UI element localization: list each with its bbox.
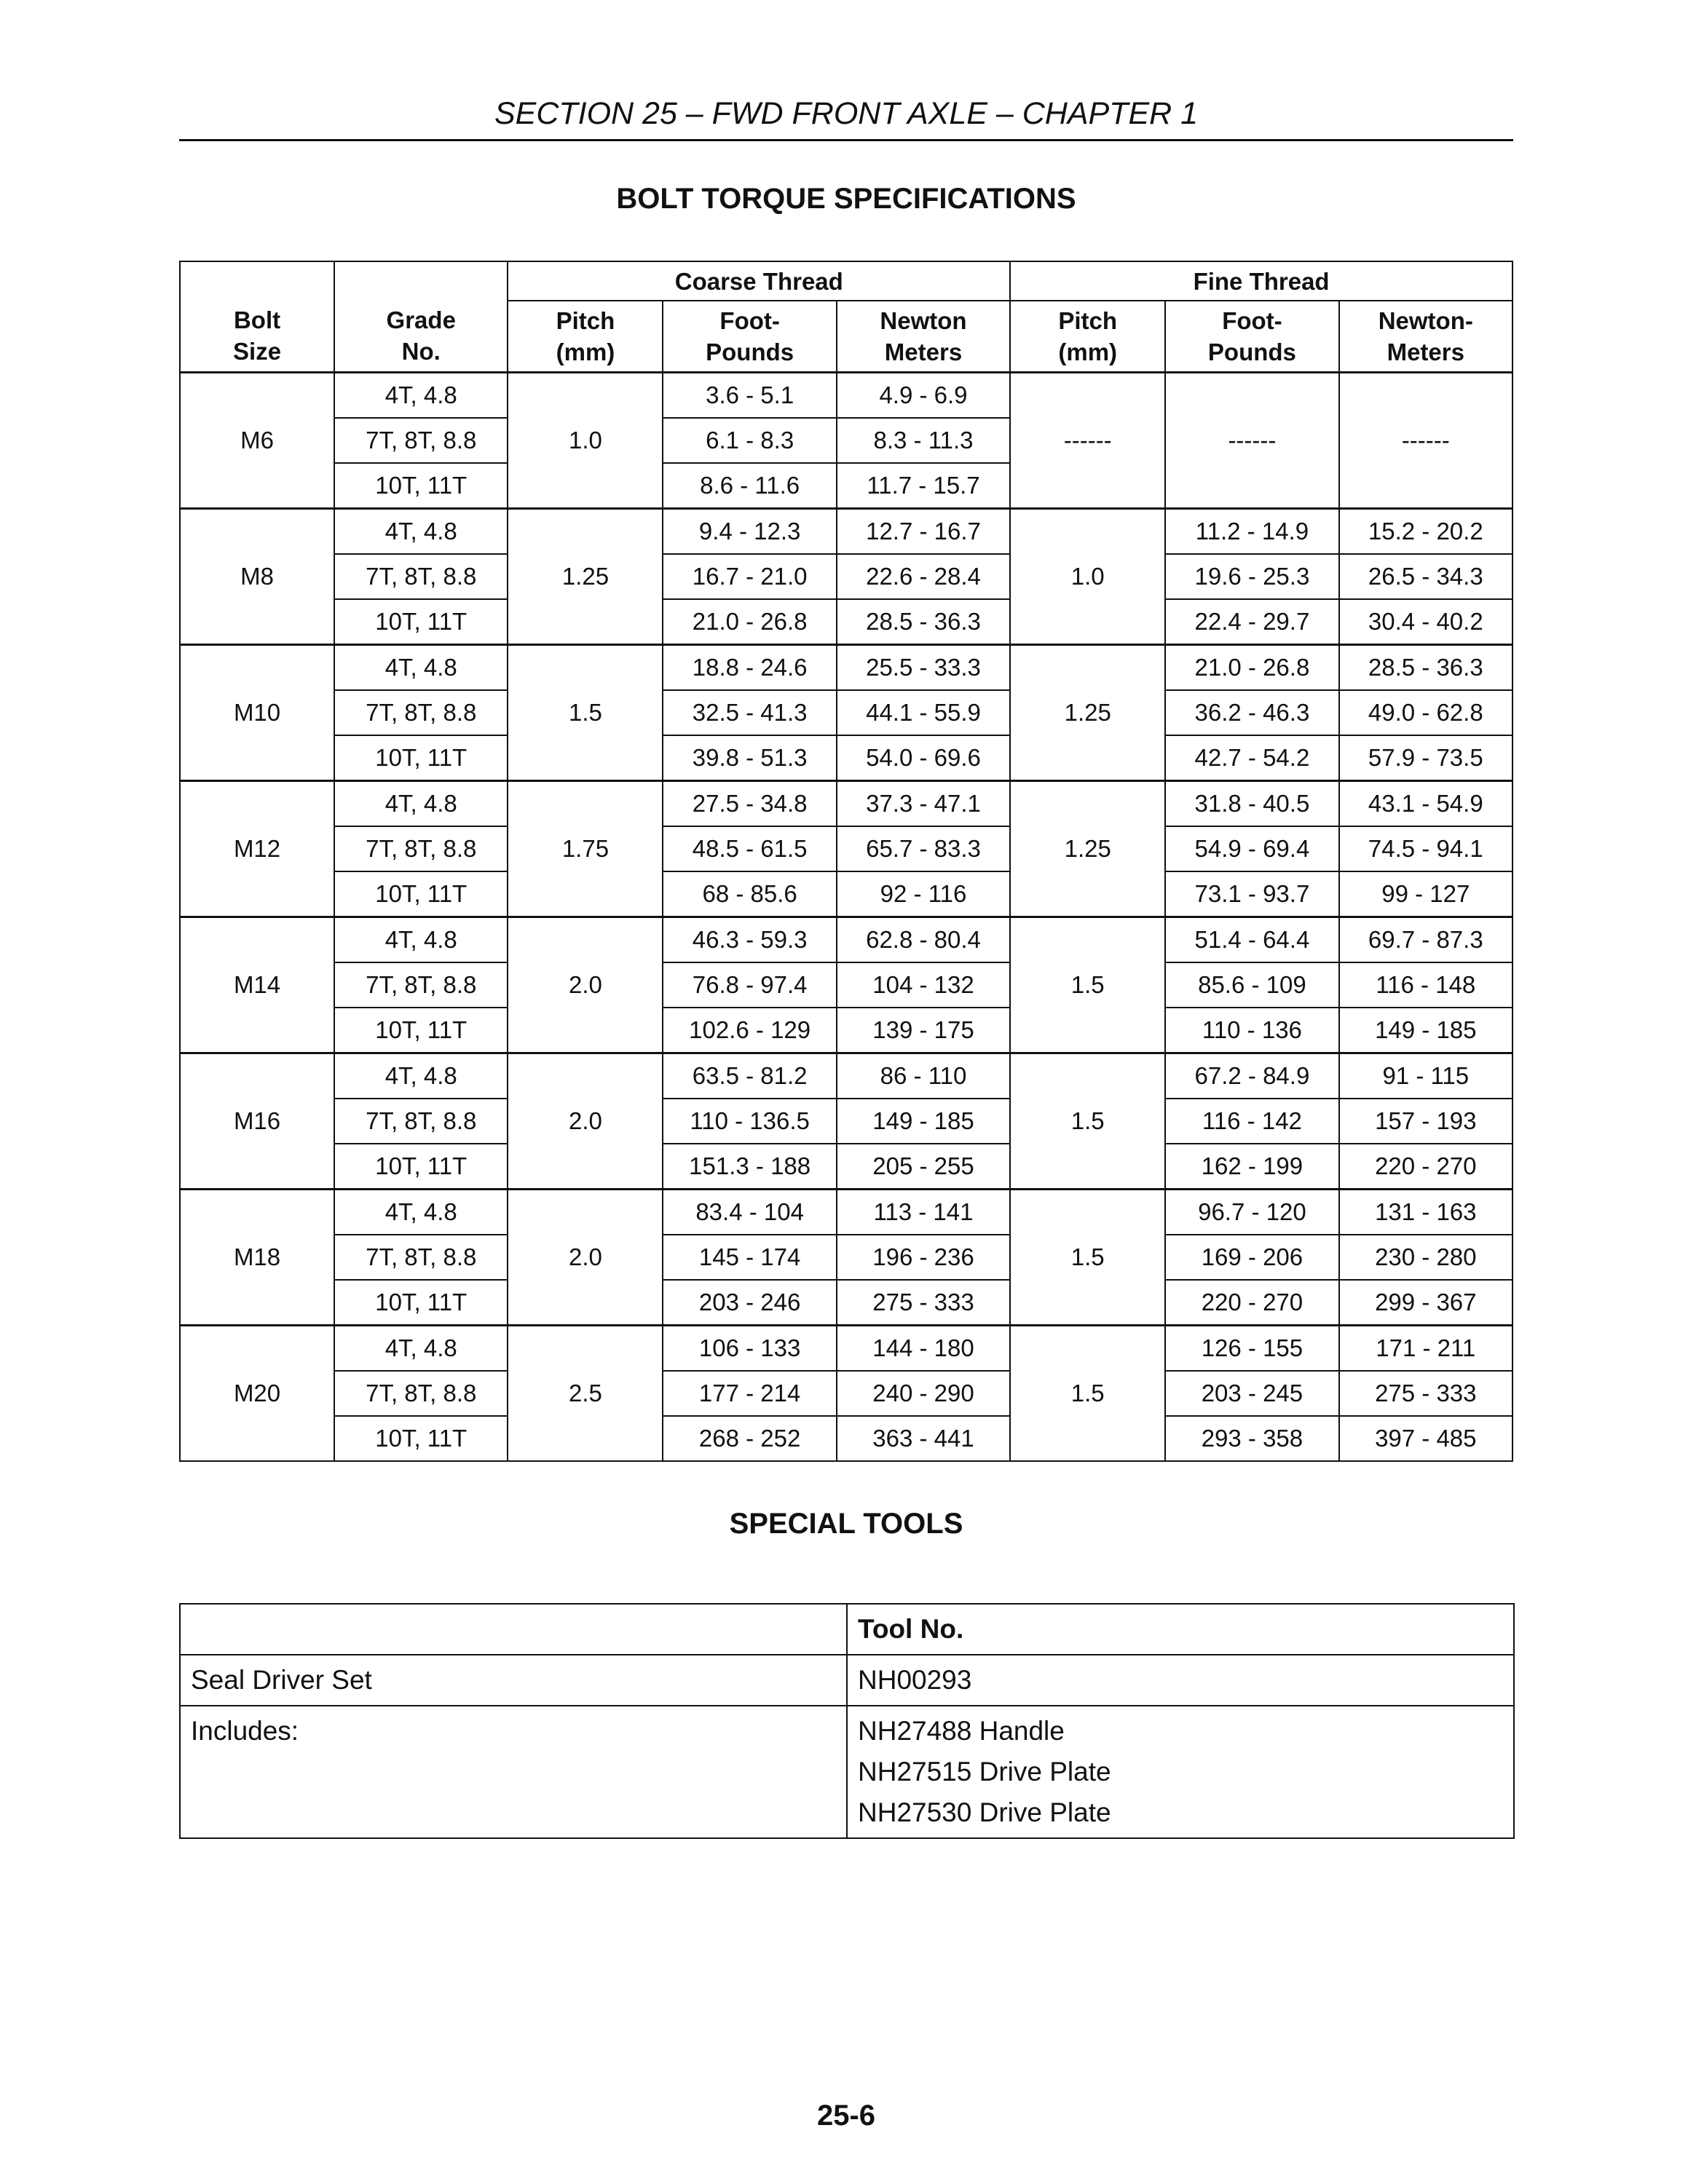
fine-newton-meters-cell: 99 - 127 <box>1339 871 1513 917</box>
torque-row <box>180 1144 1513 1190</box>
torque-row <box>180 509 1513 555</box>
fine-newton-meters-cell: ------ <box>1339 373 1513 509</box>
coarse-foot-pounds-cell: 102.6 - 129 <box>663 1008 836 1053</box>
coarse-newton-meters-cell: 11.7 - 15.7 <box>837 463 1010 509</box>
coarse-pitch-cell: 2.5 <box>508 1326 663 1462</box>
coarse-foot-pounds-cell: 203 - 246 <box>663 1280 836 1326</box>
grade-cell: 10T, 11T <box>334 463 508 509</box>
torque-row <box>180 871 1513 917</box>
bolt-size-cell: M16 <box>180 1053 334 1190</box>
fine-foot-pounds-cell: 19.6 - 25.3 <box>1165 554 1338 599</box>
grade-cell: 7T, 8T, 8.8 <box>334 554 508 599</box>
torque-row <box>180 599 1513 645</box>
fine-foot-pounds-cell: 42.7 - 54.2 <box>1165 735 1338 781</box>
torque-row <box>180 962 1513 1008</box>
bolt-size-cell: M12 <box>180 781 334 917</box>
coarse-foot-pounds-cell: 8.6 - 11.6 <box>663 463 836 509</box>
fine-newton-meters-cell: 15.2 - 20.2 <box>1339 509 1513 555</box>
fine-newton-meters-cell: 149 - 185 <box>1339 1008 1513 1053</box>
torque-row <box>180 554 1513 599</box>
grade-cell: 4T, 4.8 <box>334 781 508 827</box>
coarse-newton-meters-cell: 92 - 116 <box>837 871 1010 917</box>
coarse-foot-pounds-cell: 32.5 - 41.3 <box>663 690 836 735</box>
coarse-foot-pounds-cell: 68 - 85.6 <box>663 871 836 917</box>
coarse-newton-meters-cell: 149 - 185 <box>837 1099 1010 1144</box>
grade-cell: 4T, 4.8 <box>334 917 508 963</box>
grade-cell: 10T, 11T <box>334 735 508 781</box>
fine-pitch-cell: ------ <box>1010 373 1165 509</box>
coarse-foot-pounds-cell: 177 - 214 <box>663 1371 836 1416</box>
torque-row <box>180 1190 1513 1235</box>
torque-row <box>180 1280 1513 1326</box>
fine-pitch-cell: 1.5 <box>1010 1326 1165 1462</box>
grade-cell: 10T, 11T <box>334 1280 508 1326</box>
torque-row <box>180 373 1513 419</box>
coarse-newton-meters-cell: 240 - 290 <box>837 1371 1010 1416</box>
grade-cell: 4T, 4.8 <box>334 509 508 555</box>
special-tools-title: SPECIAL TOOLS <box>729 1508 963 1540</box>
fine-foot-pounds-cell: 22.4 - 29.7 <box>1165 599 1338 645</box>
coarse-newton-meters-cell: 65.7 - 83.3 <box>837 826 1010 871</box>
fine-foot-pounds-cell: 293 - 358 <box>1165 1416 1338 1461</box>
fine-newton-meters-cell: 26.5 - 34.3 <box>1339 554 1513 599</box>
coarse-foot-pounds-cell: 39.8 - 51.3 <box>663 735 836 781</box>
grade-cell: 4T, 4.8 <box>334 1053 508 1099</box>
torque-row <box>180 645 1513 691</box>
coarse-foot-pounds-cell: 110 - 136.5 <box>663 1099 836 1144</box>
tools-header-row <box>180 1604 1514 1655</box>
coarse-newton-meters-cell: 8.3 - 11.3 <box>837 418 1010 463</box>
tool-description-cell: Seal Driver Set <box>180 1655 847 1706</box>
coarse-pitch-cell: 1.5 <box>508 645 663 781</box>
tool-number-cell <box>847 1655 1514 1706</box>
tool-number-line: NH27530 Drive Plate <box>858 1797 1111 1827</box>
coarse-newton-meters-cell: 104 - 132 <box>837 962 1010 1008</box>
fine-newton-meters-cell: 91 - 115 <box>1339 1053 1513 1099</box>
bolt-size-cell: M20 <box>180 1326 334 1462</box>
grade-cell: 4T, 4.8 <box>334 645 508 691</box>
fine-newton-meters-cell: 275 - 333 <box>1339 1371 1513 1416</box>
grade-cell: 7T, 8T, 8.8 <box>334 690 508 735</box>
col-coarse-newton-meters: Newton Meters <box>837 301 1010 373</box>
bolt-size-cell: M8 <box>180 509 334 645</box>
coarse-foot-pounds-cell: 3.6 - 5.1 <box>663 373 836 419</box>
section-header: SECTION 25 – FWD FRONT AXLE – CHAPTER 1 <box>494 96 1199 131</box>
coarse-newton-meters-cell: 144 - 180 <box>837 1326 1010 1372</box>
fine-foot-pounds-cell: 21.0 - 26.8 <box>1165 645 1338 691</box>
tool-number-cell <box>847 1706 1514 1838</box>
fine-foot-pounds-cell: 110 - 136 <box>1165 1008 1338 1053</box>
coarse-foot-pounds-cell: 151.3 - 188 <box>663 1144 836 1190</box>
coarse-foot-pounds-cell: 18.8 - 24.6 <box>663 645 836 691</box>
tool-number-line: NH27515 Drive Plate <box>858 1757 1111 1787</box>
torque-row <box>180 1416 1513 1461</box>
fine-pitch-cell: 1.0 <box>1010 509 1165 645</box>
col-bolt-size: Bolt Size <box>180 261 334 373</box>
col-fine-newton-meters: Newton- Meters <box>1339 301 1513 373</box>
torque-row <box>180 1326 1513 1372</box>
coarse-foot-pounds-cell: 21.0 - 26.8 <box>663 599 836 645</box>
grade-cell: 7T, 8T, 8.8 <box>334 418 508 463</box>
coarse-pitch-cell: 2.0 <box>508 917 663 1053</box>
torque-row <box>180 781 1513 827</box>
grade-cell: 4T, 4.8 <box>334 373 508 419</box>
header-rule <box>179 139 1513 141</box>
coarse-newton-meters-cell: 54.0 - 69.6 <box>837 735 1010 781</box>
coarse-newton-meters-cell: 22.6 - 28.4 <box>837 554 1010 599</box>
special-tools-table <box>179 1603 1515 1839</box>
col-fine-foot-pounds: Foot- Pounds <box>1165 301 1338 373</box>
coarse-foot-pounds-cell: 83.4 - 104 <box>663 1190 836 1235</box>
fine-foot-pounds-cell: 31.8 - 40.5 <box>1165 781 1338 827</box>
coarse-newton-meters-cell: 113 - 141 <box>837 1190 1010 1235</box>
special-tools-body <box>180 1604 1514 1838</box>
fine-pitch-cell: 1.5 <box>1010 1190 1165 1326</box>
group-fine-thread: Fine Thread <box>1010 261 1513 301</box>
col-coarse-foot-pounds: Foot- Pounds <box>663 301 836 373</box>
fine-foot-pounds-cell: 96.7 - 120 <box>1165 1190 1338 1235</box>
torque-row <box>180 690 1513 735</box>
col-fine-pitch: Pitch (mm) <box>1010 301 1165 373</box>
torque-row <box>180 735 1513 781</box>
grade-cell: 7T, 8T, 8.8 <box>334 826 508 871</box>
bolt-size-cell: M10 <box>180 645 334 781</box>
coarse-newton-meters-cell: 205 - 255 <box>837 1144 1010 1190</box>
tools-row <box>180 1706 1514 1838</box>
fine-pitch-cell: 1.5 <box>1010 1053 1165 1190</box>
grade-cell: 10T, 11T <box>334 599 508 645</box>
coarse-newton-meters-cell: 4.9 - 6.9 <box>837 373 1010 419</box>
col-grade: Grade No. <box>334 261 508 373</box>
fine-newton-meters-cell: 49.0 - 62.8 <box>1339 690 1513 735</box>
coarse-foot-pounds-cell: 268 - 252 <box>663 1416 836 1461</box>
bolt-size-cell: M14 <box>180 917 334 1053</box>
grade-cell: 10T, 11T <box>334 1008 508 1053</box>
fine-newton-meters-cell: 230 - 280 <box>1339 1235 1513 1280</box>
coarse-pitch-cell: 2.0 <box>508 1053 663 1190</box>
fine-foot-pounds-cell: 169 - 206 <box>1165 1235 1338 1280</box>
fine-foot-pounds-cell: 67.2 - 84.9 <box>1165 1053 1338 1099</box>
tools-header-tool-no: Tool No. <box>847 1604 1514 1655</box>
fine-foot-pounds-cell: 116 - 142 <box>1165 1099 1338 1144</box>
fine-foot-pounds-cell: 162 - 199 <box>1165 1144 1338 1190</box>
group-coarse-thread: Coarse Thread <box>508 261 1010 301</box>
tool-number-line: NH00293 <box>858 1665 972 1695</box>
fine-newton-meters-cell: 28.5 - 36.3 <box>1339 645 1513 691</box>
fine-foot-pounds-cell: 73.1 - 93.7 <box>1165 871 1338 917</box>
torque-row <box>180 1008 1513 1053</box>
page-number: 25-6 <box>816 2100 876 2132</box>
fine-foot-pounds-cell: 36.2 - 46.3 <box>1165 690 1338 735</box>
grade-cell: 4T, 4.8 <box>334 1190 508 1235</box>
coarse-newton-meters-cell: 44.1 - 55.9 <box>837 690 1010 735</box>
fine-foot-pounds-cell: 85.6 - 109 <box>1165 962 1338 1008</box>
coarse-pitch-cell: 1.25 <box>508 509 663 645</box>
grade-cell: 10T, 11T <box>334 1144 508 1190</box>
bolt-size-cell: M6 <box>180 373 334 509</box>
coarse-foot-pounds-cell: 145 - 174 <box>663 1235 836 1280</box>
tool-description-cell: Includes: <box>180 1706 847 1838</box>
tools-header-description <box>180 1604 847 1655</box>
tool-number-line: NH27488 Handle <box>858 1716 1065 1746</box>
fine-foot-pounds-cell: 203 - 245 <box>1165 1371 1338 1416</box>
col-coarse-pitch: Pitch (mm) <box>508 301 663 373</box>
fine-newton-meters-cell: 299 - 367 <box>1339 1280 1513 1326</box>
coarse-foot-pounds-cell: 46.3 - 59.3 <box>663 917 836 963</box>
fine-newton-meters-cell: 116 - 148 <box>1339 962 1513 1008</box>
torque-row <box>180 1099 1513 1144</box>
fine-pitch-cell: 1.25 <box>1010 781 1165 917</box>
torque-row <box>180 1235 1513 1280</box>
torque-row <box>180 826 1513 871</box>
torque-row <box>180 1371 1513 1416</box>
fine-newton-meters-cell: 74.5 - 94.1 <box>1339 826 1513 871</box>
grade-cell: 7T, 8T, 8.8 <box>334 1371 508 1416</box>
fine-newton-meters-cell: 57.9 - 73.5 <box>1339 735 1513 781</box>
grade-cell: 7T, 8T, 8.8 <box>334 1099 508 1144</box>
torque-row <box>180 917 1513 963</box>
fine-newton-meters-cell: 43.1 - 54.9 <box>1339 781 1513 827</box>
fine-newton-meters-cell: 69.7 - 87.3 <box>1339 917 1513 963</box>
coarse-foot-pounds-cell: 63.5 - 81.2 <box>663 1053 836 1099</box>
grade-cell: 10T, 11T <box>334 871 508 917</box>
coarse-foot-pounds-cell: 16.7 - 21.0 <box>663 554 836 599</box>
grade-cell: 10T, 11T <box>334 1416 508 1461</box>
coarse-foot-pounds-cell: 9.4 - 12.3 <box>663 509 836 555</box>
coarse-newton-meters-cell: 25.5 - 33.3 <box>837 645 1010 691</box>
coarse-pitch-cell: 2.0 <box>508 1190 663 1326</box>
fine-foot-pounds-cell: 54.9 - 69.4 <box>1165 826 1338 871</box>
torque-row <box>180 1053 1513 1099</box>
fine-foot-pounds-cell: 126 - 155 <box>1165 1326 1338 1372</box>
grade-cell: 4T, 4.8 <box>334 1326 508 1372</box>
coarse-newton-meters-cell: 86 - 110 <box>837 1053 1010 1099</box>
coarse-foot-pounds-cell: 76.8 - 97.4 <box>663 962 836 1008</box>
coarse-foot-pounds-cell: 6.1 - 8.3 <box>663 418 836 463</box>
torque-group-header-row <box>180 261 1513 301</box>
fine-newton-meters-cell: 397 - 485 <box>1339 1416 1513 1461</box>
coarse-pitch-cell: 1.75 <box>508 781 663 917</box>
bolt-size-cell: M18 <box>180 1190 334 1326</box>
coarse-foot-pounds-cell: 106 - 133 <box>663 1326 836 1372</box>
coarse-foot-pounds-cell: 27.5 - 34.8 <box>663 781 836 827</box>
grade-cell: 7T, 8T, 8.8 <box>334 962 508 1008</box>
coarse-newton-meters-cell: 363 - 441 <box>837 1416 1010 1461</box>
fine-newton-meters-cell: 30.4 - 40.2 <box>1339 599 1513 645</box>
fine-foot-pounds-cell: 11.2 - 14.9 <box>1165 509 1338 555</box>
coarse-foot-pounds-cell: 48.5 - 61.5 <box>663 826 836 871</box>
grade-cell: 7T, 8T, 8.8 <box>334 1235 508 1280</box>
coarse-newton-meters-cell: 139 - 175 <box>837 1008 1010 1053</box>
coarse-newton-meters-cell: 275 - 333 <box>837 1280 1010 1326</box>
coarse-newton-meters-cell: 196 - 236 <box>837 1235 1010 1280</box>
fine-pitch-cell: 1.5 <box>1010 917 1165 1053</box>
fine-newton-meters-cell: 157 - 193 <box>1339 1099 1513 1144</box>
coarse-newton-meters-cell: 37.3 - 47.1 <box>837 781 1010 827</box>
coarse-newton-meters-cell: 62.8 - 80.4 <box>837 917 1010 963</box>
coarse-newton-meters-cell: 28.5 - 36.3 <box>837 599 1010 645</box>
fine-pitch-cell: 1.25 <box>1010 645 1165 781</box>
fine-newton-meters-cell: 220 - 270 <box>1339 1144 1513 1190</box>
fine-foot-pounds-cell: 220 - 270 <box>1165 1280 1338 1326</box>
coarse-newton-meters-cell: 12.7 - 16.7 <box>837 509 1010 555</box>
bolt-torque-table <box>179 261 1513 1462</box>
fine-newton-meters-cell: 131 - 163 <box>1339 1190 1513 1235</box>
fine-foot-pounds-cell: 51.4 - 64.4 <box>1165 917 1338 963</box>
torque-table-title: BOLT TORQUE SPECIFICATIONS <box>616 183 1076 215</box>
fine-foot-pounds-cell: ------ <box>1165 373 1338 509</box>
tools-row <box>180 1655 1514 1706</box>
fine-newton-meters-cell: 171 - 211 <box>1339 1326 1513 1372</box>
torque-table-body <box>180 373 1513 1462</box>
coarse-pitch-cell: 1.0 <box>508 373 663 509</box>
